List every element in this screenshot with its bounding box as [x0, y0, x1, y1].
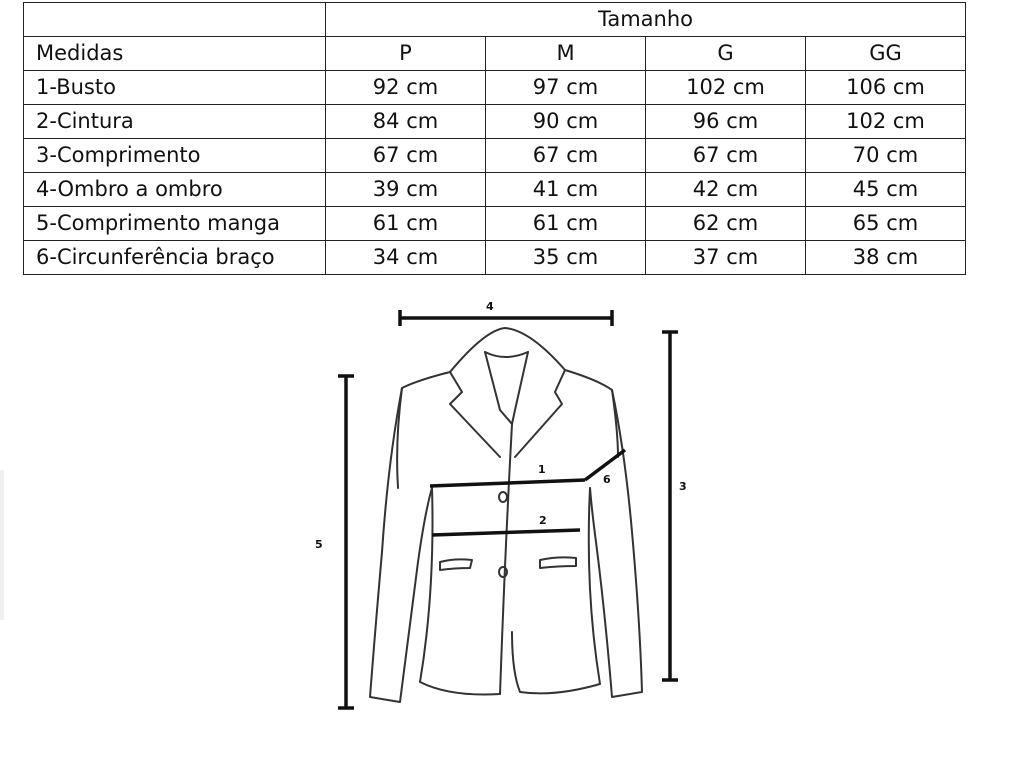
- blazer-sketch-icon: [300, 292, 720, 732]
- row-label: 4-Ombro a ombro: [24, 173, 326, 207]
- sleeve-measure-label: 5: [315, 538, 323, 551]
- table-cell: 70 cm: [806, 139, 966, 173]
- row-label: 1-Busto: [24, 71, 326, 105]
- table-cell: 96 cm: [646, 105, 806, 139]
- row-label: 6-Circunferência braço: [24, 241, 326, 275]
- shoulder-measure-label: 4: [486, 300, 494, 313]
- row-label: 3-Comprimento: [24, 139, 326, 173]
- blazer-diagram: [300, 292, 720, 732]
- table-row: [24, 105, 966, 139]
- measures-header: Medidas: [24, 37, 326, 71]
- table-cell: 102 cm: [646, 71, 806, 105]
- table-cell: 84 cm: [326, 105, 486, 139]
- table-cell: 62 cm: [646, 207, 806, 241]
- size-header-m: M: [486, 37, 646, 71]
- table-row: [24, 173, 966, 207]
- table-header-row: [24, 37, 966, 71]
- page-edge-shadow: [0, 470, 4, 620]
- table-cell: 45 cm: [806, 173, 966, 207]
- size-header-gg: GG: [806, 37, 966, 71]
- table-cell: 61 cm: [486, 207, 646, 241]
- table-header-group-row: [24, 3, 966, 37]
- length-measure-label: 3: [679, 480, 687, 493]
- size-header-g: G: [646, 37, 806, 71]
- table-cell: 90 cm: [486, 105, 646, 139]
- size-table: [23, 2, 966, 275]
- row-label: 5-Comprimento manga: [24, 207, 326, 241]
- table-cell: 65 cm: [806, 207, 966, 241]
- waist-measure-label: 2: [539, 514, 547, 527]
- table-cell: 97 cm: [486, 71, 646, 105]
- table-cell: 39 cm: [326, 173, 486, 207]
- table-cell: 41 cm: [486, 173, 646, 207]
- table-cell: 102 cm: [806, 105, 966, 139]
- size-group-header: Tamanho: [326, 3, 966, 37]
- table-row: [24, 207, 966, 241]
- table-row: [24, 71, 966, 105]
- table-cell: 35 cm: [486, 241, 646, 275]
- size-header-p: P: [326, 37, 486, 71]
- table-cell: 67 cm: [326, 139, 486, 173]
- table-cell: 38 cm: [806, 241, 966, 275]
- table-cell: 67 cm: [486, 139, 646, 173]
- arm-measure-label: 6: [603, 473, 611, 486]
- row-label: 2-Cintura: [24, 105, 326, 139]
- table-row: [24, 139, 966, 173]
- table-cell: 42 cm: [646, 173, 806, 207]
- table-cell: 61 cm: [326, 207, 486, 241]
- table-cell: 37 cm: [646, 241, 806, 275]
- table-row: [24, 241, 966, 275]
- table-cell: 106 cm: [806, 71, 966, 105]
- table-cell: 92 cm: [326, 71, 486, 105]
- table-cell: 34 cm: [326, 241, 486, 275]
- table-cell: 67 cm: [646, 139, 806, 173]
- empty-corner-cell: [24, 3, 326, 37]
- bust-measure-label: 1: [538, 463, 546, 476]
